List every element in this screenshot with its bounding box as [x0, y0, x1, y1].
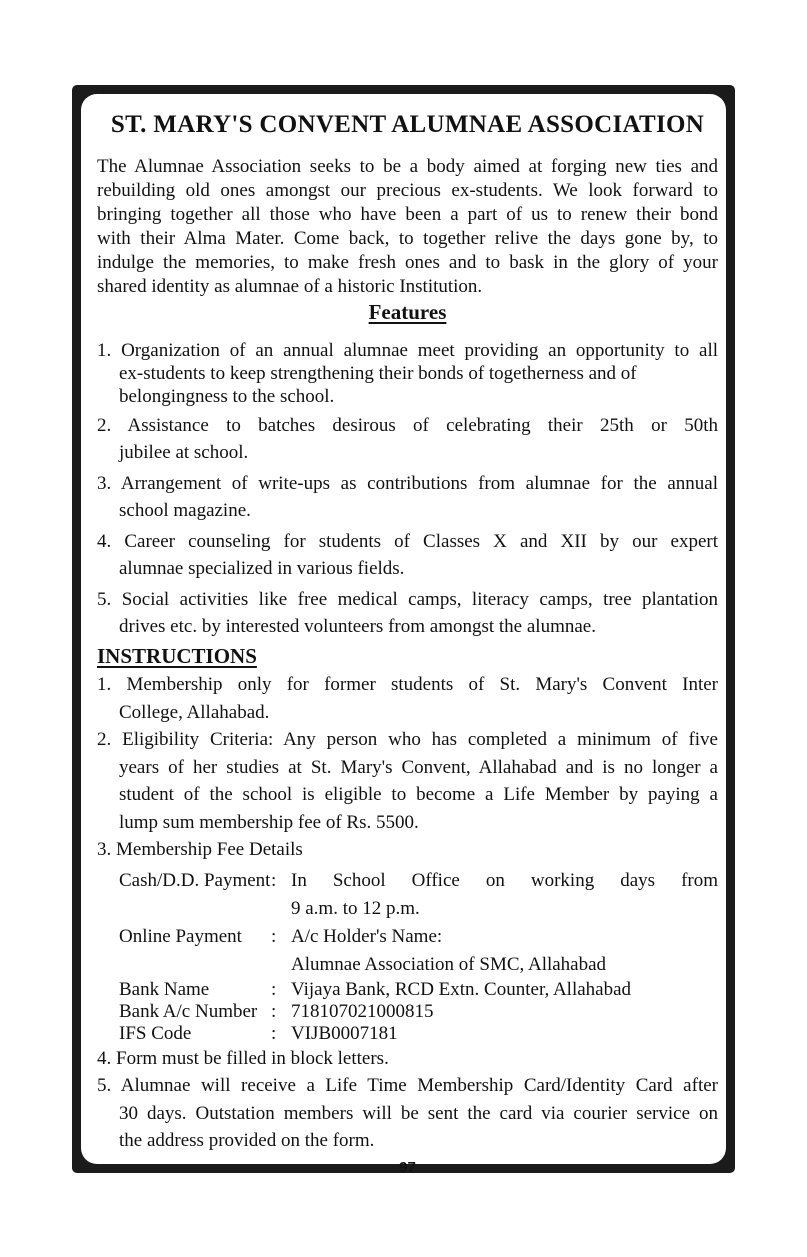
- fee-label: Bank A/c Number: [119, 1000, 258, 1022]
- fee-row-online-payment: [119, 923, 718, 979]
- text-line: alumnae specialized in various fields.: [119, 558, 405, 579]
- instructions-heading: [97, 643, 718, 669]
- instructions-list: [97, 671, 718, 1155]
- features-heading: [97, 299, 718, 325]
- text-line: 9 a.m. to 12 p.m.: [291, 897, 420, 919]
- fee-value: [291, 923, 718, 979]
- features-heading-text: Features: [368, 300, 447, 324]
- text-line: 718107021000815: [291, 1000, 434, 1022]
- membership-fee-table: [119, 867, 718, 1045]
- fee-row-bank-ac-number: [119, 1001, 718, 1023]
- text-line: rebuilding old ones amongst our precious ex-students. We look forward to: [97, 180, 718, 201]
- instruction-item-1: [97, 671, 718, 726]
- instruction-item-4: [97, 1045, 718, 1073]
- text-line: bringing together all those who have been a part of us to renew their bond: [97, 204, 718, 225]
- text-line: 4. Career counseling for students of Classes X and XII by our expert: [97, 531, 718, 552]
- text-line: the address provided on the form.: [119, 1130, 375, 1151]
- text-line: shared identity as alumnae of a historic Institution.: [97, 276, 483, 297]
- text-line: 3. Membership Fee Details: [97, 839, 303, 860]
- text-line: ex-students to keep strengthening their bonds of togetherness and of: [119, 363, 637, 384]
- feature-item-2: [97, 412, 718, 466]
- text-line: lump sum membership fee of Rs. 5500.: [119, 811, 419, 833]
- text-line: The Alumnae Association seeks to be a body aimed at forging new ties and: [97, 156, 718, 177]
- text-line: 5. Alumnae will receive a Life Time Membership Card/Identity Card after: [97, 1075, 718, 1096]
- document-border-frame: [72, 85, 735, 1176]
- fee-colon: :: [271, 925, 277, 947]
- fee-colon: :: [271, 1000, 277, 1022]
- text-line: 3. Arrangement of write-ups as contributions from alumnae for the annual: [97, 473, 718, 494]
- text-line: Alumnae Association of SMC, Allahabad: [291, 953, 607, 975]
- fee-label: Cash/D.D. Payment: [119, 869, 271, 891]
- page-number: 97: [399, 1158, 416, 1176]
- text-line: A/c Holder's Name:: [291, 925, 443, 947]
- text-line: 1. Organization of an annual alumnae meet providing an opportunity to all: [97, 340, 718, 361]
- text-line: 1. Membership only for former students of St. Mary's Convent Inter: [97, 674, 718, 695]
- fee-value: [291, 1001, 718, 1023]
- fee-label: IFS Code: [119, 1022, 192, 1044]
- text-line: 2. Eligibility Criteria: Any person who has completed a minimum of five: [97, 729, 718, 750]
- text-line: years of her studies at St. Mary's Convent, Allahabad and is no longer a: [119, 756, 718, 778]
- features-list: [97, 339, 718, 640]
- text-line: 4. Form must be filled in block letters.: [97, 1047, 389, 1069]
- text-line: belongingness to the school.: [119, 386, 335, 407]
- text-line: Vijaya Bank, RCD Extn. Counter, Allahabad: [291, 978, 632, 1000]
- text-line: student of the school is eligible to become a Life Member by paying a: [119, 784, 718, 805]
- fee-value: [291, 1023, 718, 1045]
- fee-colon: :: [271, 978, 277, 1000]
- text-line: jubilee at school.: [119, 442, 249, 463]
- fee-value: [291, 979, 718, 1001]
- feature-item-1: [97, 339, 718, 408]
- fee-label: Bank Name: [119, 978, 210, 1000]
- instructions-heading-text: INSTRUCTIONS: [97, 644, 257, 668]
- fee-label: Online Payment: [119, 925, 242, 947]
- feature-item-5: [97, 586, 718, 640]
- fee-row-bank-name: [119, 979, 718, 1001]
- document-content-area: [81, 94, 726, 1176]
- text-line: indulge the memories, to make fresh ones and to bask in the glory of your: [97, 252, 718, 273]
- feature-item-3: [97, 470, 718, 524]
- intro-paragraph: [97, 155, 718, 299]
- instruction-item-2: [97, 726, 718, 836]
- text-line: drives etc. by interested volunteers from amongst the alumnae.: [119, 616, 596, 637]
- text-line: 5. Social activities like free medical camps, literacy camps, tree plantation: [97, 589, 718, 610]
- text-line: 30 days. Outstation members will be sent the card via courier service on: [119, 1102, 718, 1124]
- feature-item-4: [97, 528, 718, 582]
- fee-row-ifs-code: [119, 1023, 718, 1045]
- fee-colon: :: [271, 1022, 277, 1044]
- fee-row-cash-dd-payment: [119, 867, 718, 923]
- text-line: In School Office on working days from: [291, 869, 718, 891]
- fee-colon: :: [271, 869, 277, 891]
- text-line: school magazine.: [119, 500, 251, 521]
- text-line: with their Alma Mater. Come back, to together relive the days gone by, to: [97, 228, 718, 249]
- fee-value: [291, 867, 718, 923]
- text-line: VIJB0007181: [291, 1022, 398, 1044]
- instruction-item-5: [97, 1072, 718, 1155]
- text-line: College, Allahabad.: [119, 701, 270, 723]
- instruction-item-3: [97, 836, 718, 1045]
- text-line: 2. Assistance to batches desirous of celebrating their 25th or 50th: [97, 415, 718, 436]
- page-title: ST. MARY'S CONVENT ALUMNAE ASSOCIATION: [110, 111, 705, 138]
